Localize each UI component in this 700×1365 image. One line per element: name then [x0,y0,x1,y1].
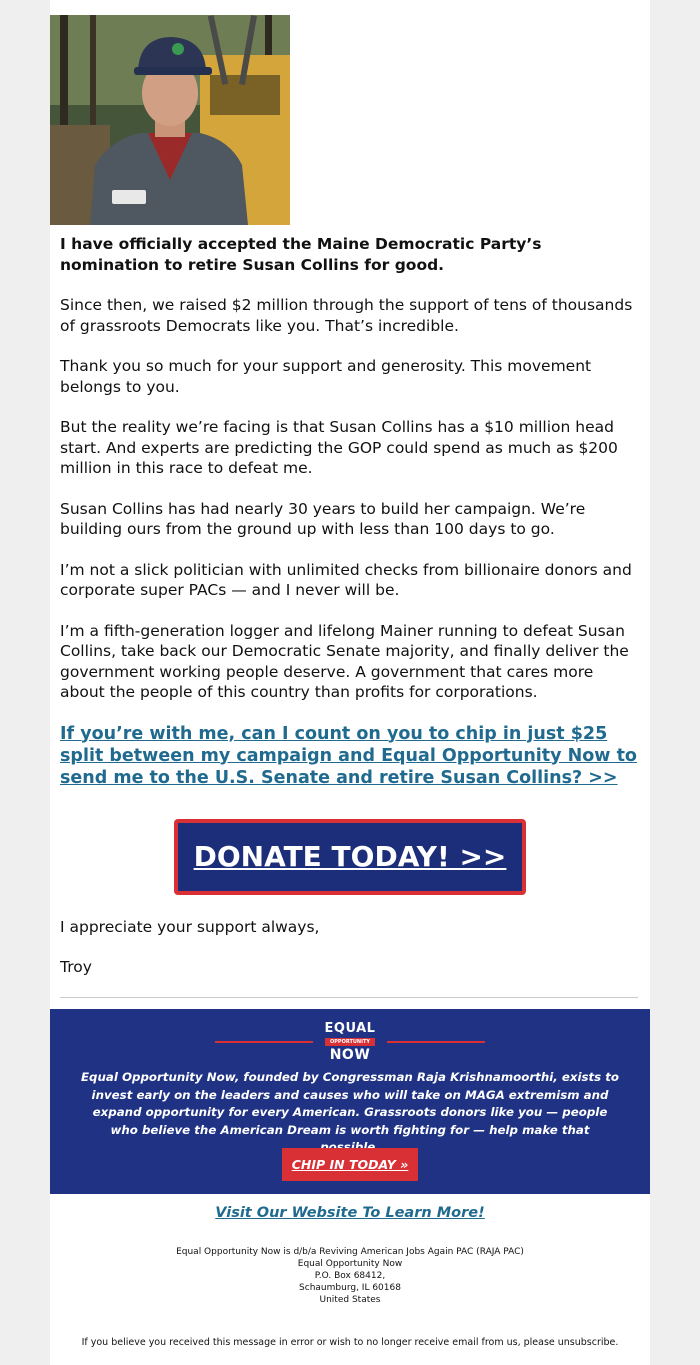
address-line-2: Equal Opportunity Now [297,1259,403,1269]
equal-opportunity-now-logo: EQUAL OPPORTUNITY NOW [50,1021,650,1065]
email-body [50,0,650,1365]
paragraph-4: Susan Collins has had nearly 30 years to build her campaign. We’re building ours from the ground up with less than 100 days to go. [60,499,586,538]
visit-website-link[interactable]: Visit Our Website To Learn More! [215,1205,485,1221]
candidate-photo [50,15,290,225]
donate-button-wrap [60,819,640,895]
paragraph-6: I’m a fifth-generation logger and lifelong Mainer running to defeat Susan Collins, take back our Democratic Senate majority, and finally deliver the government working people deserve. A government that cares more about the people of this country than profits for corporations. [60,621,629,701]
address-line-3: P.O. Box 68412, [314,1271,386,1281]
org-banner [50,1009,650,1194]
address-line-1: Equal Opportunity Now is d/b/a Reviving American Jobs Again PAC (RAJA PAC) [176,1247,524,1257]
paragraph-5: I’m not a slick politician with unlimited checks from billionaire donors and corporate super PACs — and I never will be. [60,560,632,599]
address-line-4: Schaumburg, IL 60168 [299,1283,401,1293]
address-line-5: United States [319,1295,381,1305]
paragraph-1: Since then, we raised $2 million through the support of tens of thousands of grassroots Democrats like you. That’s incredible. [60,296,633,335]
address-block [50,1246,650,1306]
chip-in-button[interactable]: CHIP IN TODAY » [282,1148,418,1181]
signature: Troy [60,958,92,976]
paragraph-2: Thank you so much for your support and generosity. This movement belongs to you. [60,357,592,396]
closing-line: I appreciate your support always, [60,917,320,936]
paragraph-3: But the reality we’re facing is that Susan Collins has a $10 million head start. And experts are predicting the GOP could spend as much as $200 million in this race to defeat me. [60,418,618,477]
lead-paragraph: I have officially accepted the Maine Democratic Party’s nomination to retire Susan Collins for good. [60,235,542,274]
divider [60,997,638,998]
message-content [60,234,640,998]
donate-button[interactable]: DONATE TODAY! >> [174,819,526,895]
mission-statement: Equal Opportunity Now, founded by Congressman Raja Krishnamoorthi, exists to invest early on the leaders and causes who will take on MAGA extremism and expand opportunity for every American. Grassroots donors like you — people who believe the American Dream is worth fighting for — help make that [80,1070,620,1137]
signoff [60,917,640,978]
unsubscribe-text[interactable]: If you believe you received this message in error or wish to no longer receive email from us, please unsubscribe. [81,1337,619,1348]
chip-in-link[interactable]: If you’re with me, can I count on you to chip in just $25 split between my campaign and Equal Opportunity Now to send me to the U.S. Senate and retire Susan Collins? >> [60,723,637,788]
